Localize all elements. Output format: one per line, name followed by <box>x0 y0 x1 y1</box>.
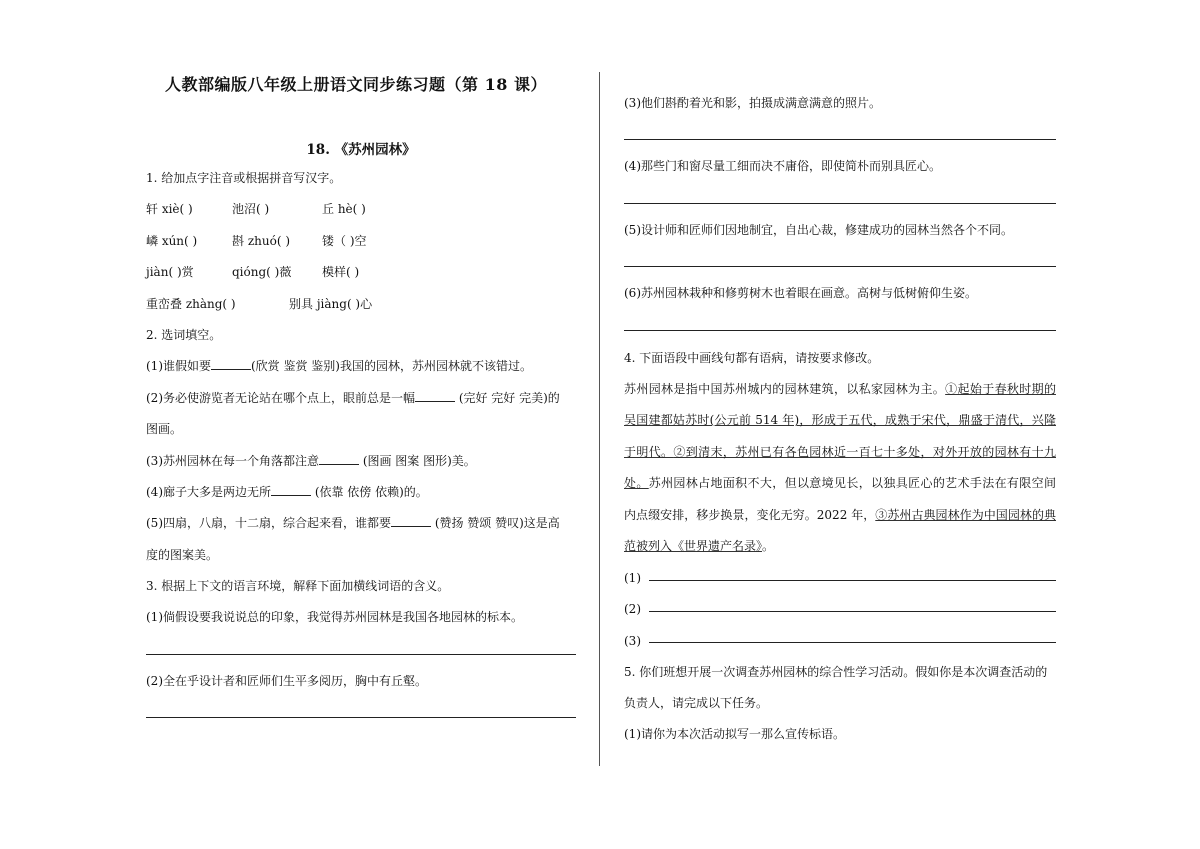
q2-item: (2)务必使游览者无论站在哪个点上，眼前总是一幅 (完好 完好 完美)的 <box>146 390 560 405</box>
passage-text: 苏州园林是指中国苏州城内的园林建筑，以私家园林为主。 <box>624 381 946 396</box>
passage-text: 。 <box>762 538 775 553</box>
fill-blank[interactable] <box>319 452 359 465</box>
q3-item-3: (3)他们斟酌着光和影，拍摄成满意满意的照片。 <box>624 96 881 110</box>
q4-answer-label: (2) <box>624 602 641 617</box>
q2-item: (4)廊子大多是两边无所 (依靠 依傍 依赖)的。 <box>146 484 428 499</box>
q3-item-4: (4)那些门和窗尽量工细而决不庸俗，即使简朴而别具匠心。 <box>624 159 942 174</box>
q4-heading: 4. 下面语段中画线句都有语病，请按要求修改。 <box>624 350 880 365</box>
q3-item-6: (6)苏州园林栽种和修剪树木也着眼在画意。高树与低树俯仰生姿。 <box>624 286 978 301</box>
q1-row <box>146 289 576 320</box>
q4-answer-row <box>624 594 1056 625</box>
fill-blank[interactable] <box>271 483 311 496</box>
q1-row <box>146 194 576 225</box>
q4-answer-label: (3) <box>624 633 641 648</box>
q5-heading-line-1: 5. 你们班想开展一次调查苏州园林的综合性学习活动。假如你是本次调查活动的 <box>624 664 1048 679</box>
answer-line[interactable] <box>649 580 1056 581</box>
fill-blank[interactable] <box>211 357 251 370</box>
q1-item: jiàn( )赏 <box>146 265 194 280</box>
underlined-sentence: ③苏州古典园林作为中国园林的典范被列入《世界遗产名录》 <box>624 507 1056 553</box>
q1-item: 斟 zhuó( ) <box>232 233 290 248</box>
q1-row <box>146 226 576 257</box>
answer-line[interactable] <box>146 717 576 718</box>
q4-passage <box>624 374 1056 562</box>
q2-heading: 2. 选词填空。 <box>146 327 222 342</box>
q3-heading: 3. 根据上下文的语言环境，解释下面加横线词语的含义。 <box>146 579 450 594</box>
q5-heading-line-2: 负责人，请完成以下任务。 <box>624 695 769 710</box>
q1-item: 嶙 xún( ) <box>146 233 198 248</box>
q5-task-1: (1)请你为本次活动拟写一那么宣传标语。 <box>624 727 845 742</box>
q4-answer-label: (1) <box>624 571 641 586</box>
q2-item: 图画。 <box>146 422 183 437</box>
q2-item: (1)谁假如要 (欣赏 鉴赏 鉴别)我国的园林，苏州园林就不该错过。 <box>146 359 532 374</box>
q1-item: 丘 hè( ) <box>322 202 366 217</box>
q1-rows <box>146 194 576 320</box>
q1-item: 模样( ) <box>322 265 360 280</box>
column-divider <box>599 72 600 766</box>
q4-answer-row <box>624 562 1056 593</box>
lesson-title: 18. 《苏州园林》 <box>306 142 416 158</box>
fill-blank[interactable] <box>391 514 431 527</box>
q1-item: 池沼( ) <box>232 202 270 217</box>
q1-item: qióng( )薇 <box>232 265 292 280</box>
q2-item: (5)四扇，八扇，十二扇，综合起来看，谁都要 (赞扬 赞颂 赞叹)这是高 <box>146 516 560 531</box>
underlined-sentence: ①起始于春秋时期的吴国建都姑苏时(公元前 514 年)，形成于五代，成熟于宋代，鼎盛于清代，兴隆于明代。 <box>624 381 1056 459</box>
q1-row <box>146 257 576 288</box>
answer-line[interactable] <box>649 642 1056 643</box>
q1-item: 重峦叠 zhàng( ) <box>146 296 236 311</box>
underlined-sentence: ②到清末，苏州已有各色园林近一百七十多处，对外开放的园林有十九处。 <box>624 444 1056 491</box>
q3-item-5: (5)设计师和匠师们因地制宜，自出心裁，修建成功的园林当然各个不同。 <box>624 222 1014 237</box>
left-column <box>146 70 576 718</box>
q2-items <box>146 351 576 571</box>
fill-blank[interactable] <box>415 389 455 402</box>
q1-heading: 1. 给加点字注音或根据拼音写汉字。 <box>146 171 342 185</box>
q2-item: (3)苏州园林在每一个角落都注意 (图画 图案 图形)美。 <box>146 453 476 468</box>
q1-item: 轩 xiè( ) <box>146 202 193 217</box>
q4-answer-row <box>624 625 1056 656</box>
q1-item: 别具 jiàng( )心 <box>289 296 373 311</box>
passage-text: 苏州园林占地面积不大，但以意境见长，以独具匠心的艺术手法在有限空间内点缀安排，移步换景，变化无穷。2022 年， <box>624 476 1056 522</box>
right-column <box>624 96 1056 767</box>
q4-blanks <box>624 562 1056 656</box>
answer-line[interactable] <box>649 611 1056 612</box>
q3-item-1: (1)倘假设要我说说总的印象，我觉得苏州园林是我国各地园林的标本。 <box>146 610 524 625</box>
worksheet-title: 人教部编版八年级上册语文同步练习题（第 18 课） <box>165 75 547 94</box>
q2-item: 度的图案美。 <box>146 547 219 562</box>
q3-item-2: (2)全在乎设计者和匠师们生平多阅历，胸中有丘壑。 <box>146 673 428 688</box>
q1-item: 镂（ )空 <box>322 233 367 248</box>
